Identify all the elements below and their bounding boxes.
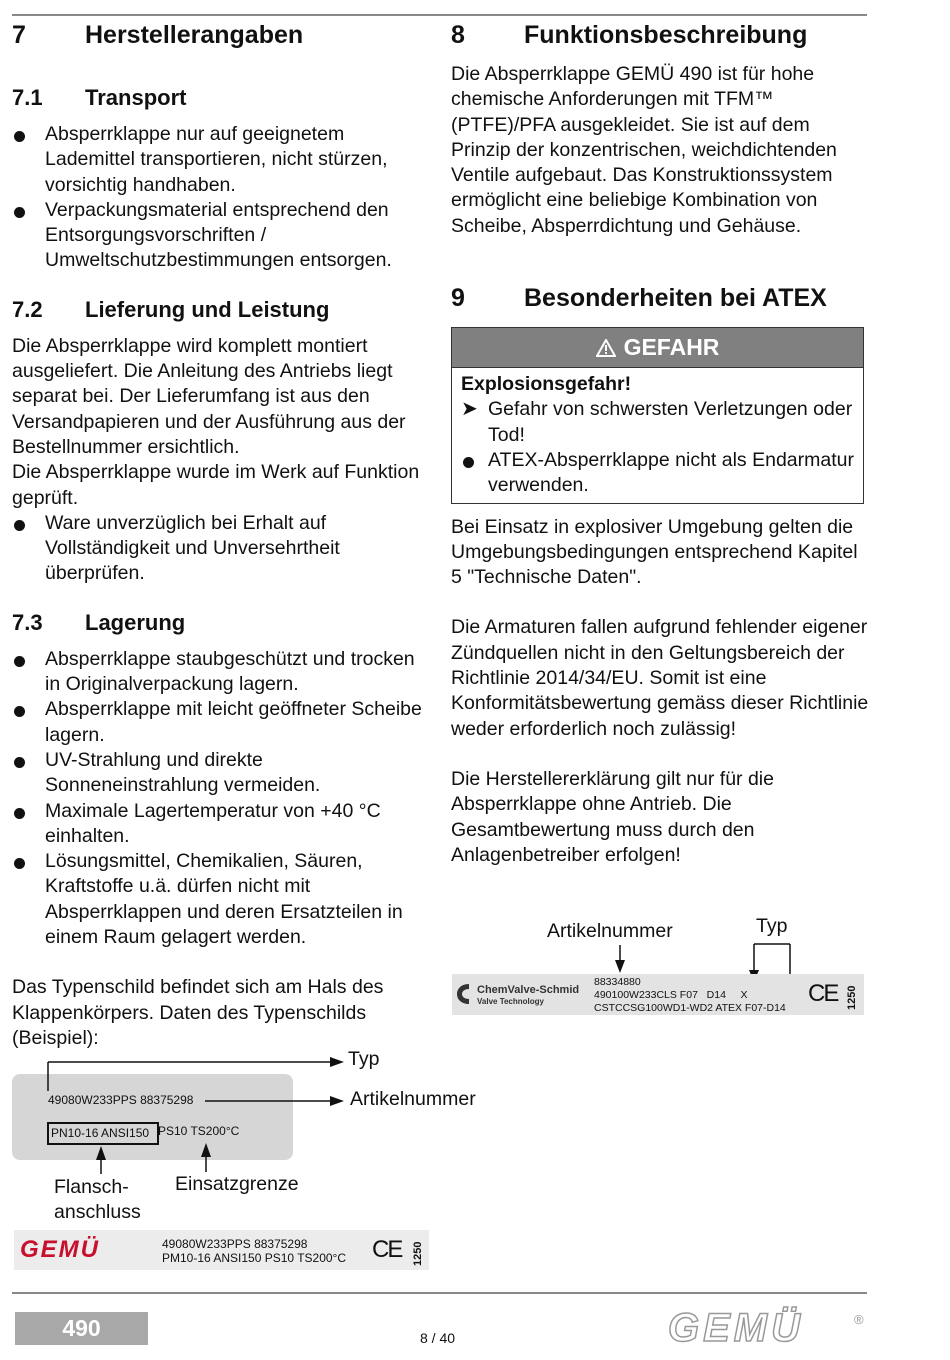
atex-plate-line-3: CSTCCSG100WD1-WD2 ATEX F07-D14 [594, 1002, 786, 1014]
atex-paragraph-1: Bei Einsatz in explosiver Umgebung gelten die Umgebungsbedingungen entsprechend Kapitel 5 "Technische Daten". [451, 515, 858, 589]
cert-number: 1250 [412, 1241, 424, 1266]
atex-cert-number: 1250 [846, 985, 858, 1010]
gemue-plate-line-1: 49080W233PPS 88375298 [162, 1237, 308, 1251]
gemue-plate-logo: GEMÜ [20, 1236, 100, 1263]
label-einsatzgrenze: Einsatzgrenze [175, 1173, 299, 1195]
list-item: Maximale Lagertemperatur von +40 °C einhalten. [12, 799, 432, 850]
nameplate-intro: Das Typenschild befindet sich am Hals des Klappenkörpers. Daten des Typenschilds (Beispiel): [12, 976, 384, 1049]
ce-mark: CE [372, 1236, 402, 1263]
atex-label-typ: Typ [756, 915, 788, 937]
list-item: Absperrklappe mit leicht geöffneter Scheibe lagern. [12, 697, 432, 748]
function-paragraph: Die Absperrklappe GEMÜ 490 ist für hohe chemische Anforderungen mit TFM™ (PTFE)/PFA ausgekleidet. Sie ist auf dem Prinzip der konzentrischen, weichdichtenden Ventile aufgebaut. Das Konstruktionssystem ermöglicht eine beliebige Kombination von Scheibe, Absperrdichtung und Gehäuse. [451, 63, 837, 237]
section-7-heading: 7 Herstellerangaben [12, 21, 304, 49]
atex-plate-line-1: 88334880 [594, 976, 641, 988]
page-number: 8 / 40 [420, 1330, 456, 1346]
footer-logo: GEMÜ [668, 1306, 804, 1350]
atex-plate-logo-sub: Valve Technology [477, 997, 544, 1006]
label-artikelnummer: Artikelnummer [350, 1088, 476, 1110]
section-9-heading: 9 Besonderheiten bei ATEX [451, 284, 827, 313]
section-7-2-heading: 7.2 Lieferung und Leistung [12, 296, 330, 322]
arrow-right-icon: ➤ [461, 398, 478, 421]
label-typ: Typ [348, 1048, 380, 1070]
plate-line-2-rest: PS10 TS200°C [158, 1124, 240, 1138]
list-item: Lösungsmittel, Chemikalien, Säuren, Kraftstoffe u.ä. dürfen nicht mit Absperrklappen und deren Ersatzteilen in einem Raum gelagert werden. [12, 849, 432, 950]
danger-header: GEFAHR [452, 328, 863, 368]
section-7-1-heading: 7.1 Transport [12, 85, 187, 110]
gemue-plate-line-2: PM10-16 ANSI150 PS10 TS200°C [162, 1251, 347, 1265]
list-item: UV-Strahlung und direkte Sonneneinstrahlung vermeiden. [12, 748, 432, 799]
footer-rule [12, 1292, 867, 1294]
label-flansch: Flansch- anschluss [54, 1176, 141, 1223]
plate-line-2-boxed: PN10-16 ANSI150 [47, 1122, 159, 1145]
section-8-heading: 8 Funktionsbeschreibung [451, 21, 808, 49]
list-item: Verpackungsmaterial entsprechend den Entsorgungsvorschriften / Umweltschutzbestimmungen entsorgen. [12, 198, 432, 274]
product-number-badge: 490 [15, 1312, 148, 1345]
section-7-3-heading: 7.3 Lagerung [12, 609, 186, 635]
list-item: Ware unverzüglich bei Erhalt auf Vollständigkeit und Unversehrtheit überprüfen. [12, 511, 432, 587]
chemvalve-logo-icon [455, 982, 475, 1006]
atex-plate-logo-main: ChemValve-Schmid [477, 984, 580, 996]
list-item: Absperrklappe nur auf geeignetem Lademittel transportieren, nicht stürzen, vorsichtig handhaben. [12, 122, 432, 198]
plate-line-1: 49080W233PPS 88375298 [48, 1093, 194, 1107]
atex-plate-line-2: 490100W233CLS F07 D14 X [594, 989, 748, 1001]
atex-ce-mark: CE [808, 980, 838, 1007]
atex-artikel-arrow-head [615, 960, 625, 973]
atex-paragraph-3: Die Herstellererklärung gilt nur für die Absperrklappe ohne Antrieb. Die Gesamtbewertung muss durch den Anlagenbetreiber erfolgen! [451, 767, 774, 866]
delivery-paragraph: Die Absperrklappe wird komplett montiert ausgeliefert. Die Anleitung des Antriebs liegt separat bei. Der Lieferumfang ist aus den Versandpapieren und der Ausführung aus der Bestellnummer ersichtlich. [12, 334, 406, 458]
danger-title: Explosionsgefahr! [461, 373, 632, 396]
atex-label-artikelnummer: Artikelnummer [547, 920, 673, 942]
danger-arrow-item: ➤ Gefahr von schwersten Verletzungen oder Tod! [461, 398, 853, 446]
list-item: Absperrklappe staubgeschützt und trocken in Originalverpackung lagern. [12, 647, 432, 698]
danger-bullet-item: ATEX-Absperrklappe nicht als Endarmatur verwenden. [461, 448, 855, 499]
atex-paragraph-2: Die Armaturen fallen aufgrund fehlender eigener Zündquellen nicht in den Geltungsbereich der Richtlinie 2014/34/EU. Somit ist eine Konformitätsbewertung gemäss dieser Richtlinie weder erforderlich noch zulässig! [451, 616, 869, 740]
factory-test-paragraph: Die Absperrklappe wurde im Werk auf Funktion geprüft. [12, 461, 420, 509]
registered-mark: ® [854, 1312, 864, 1327]
